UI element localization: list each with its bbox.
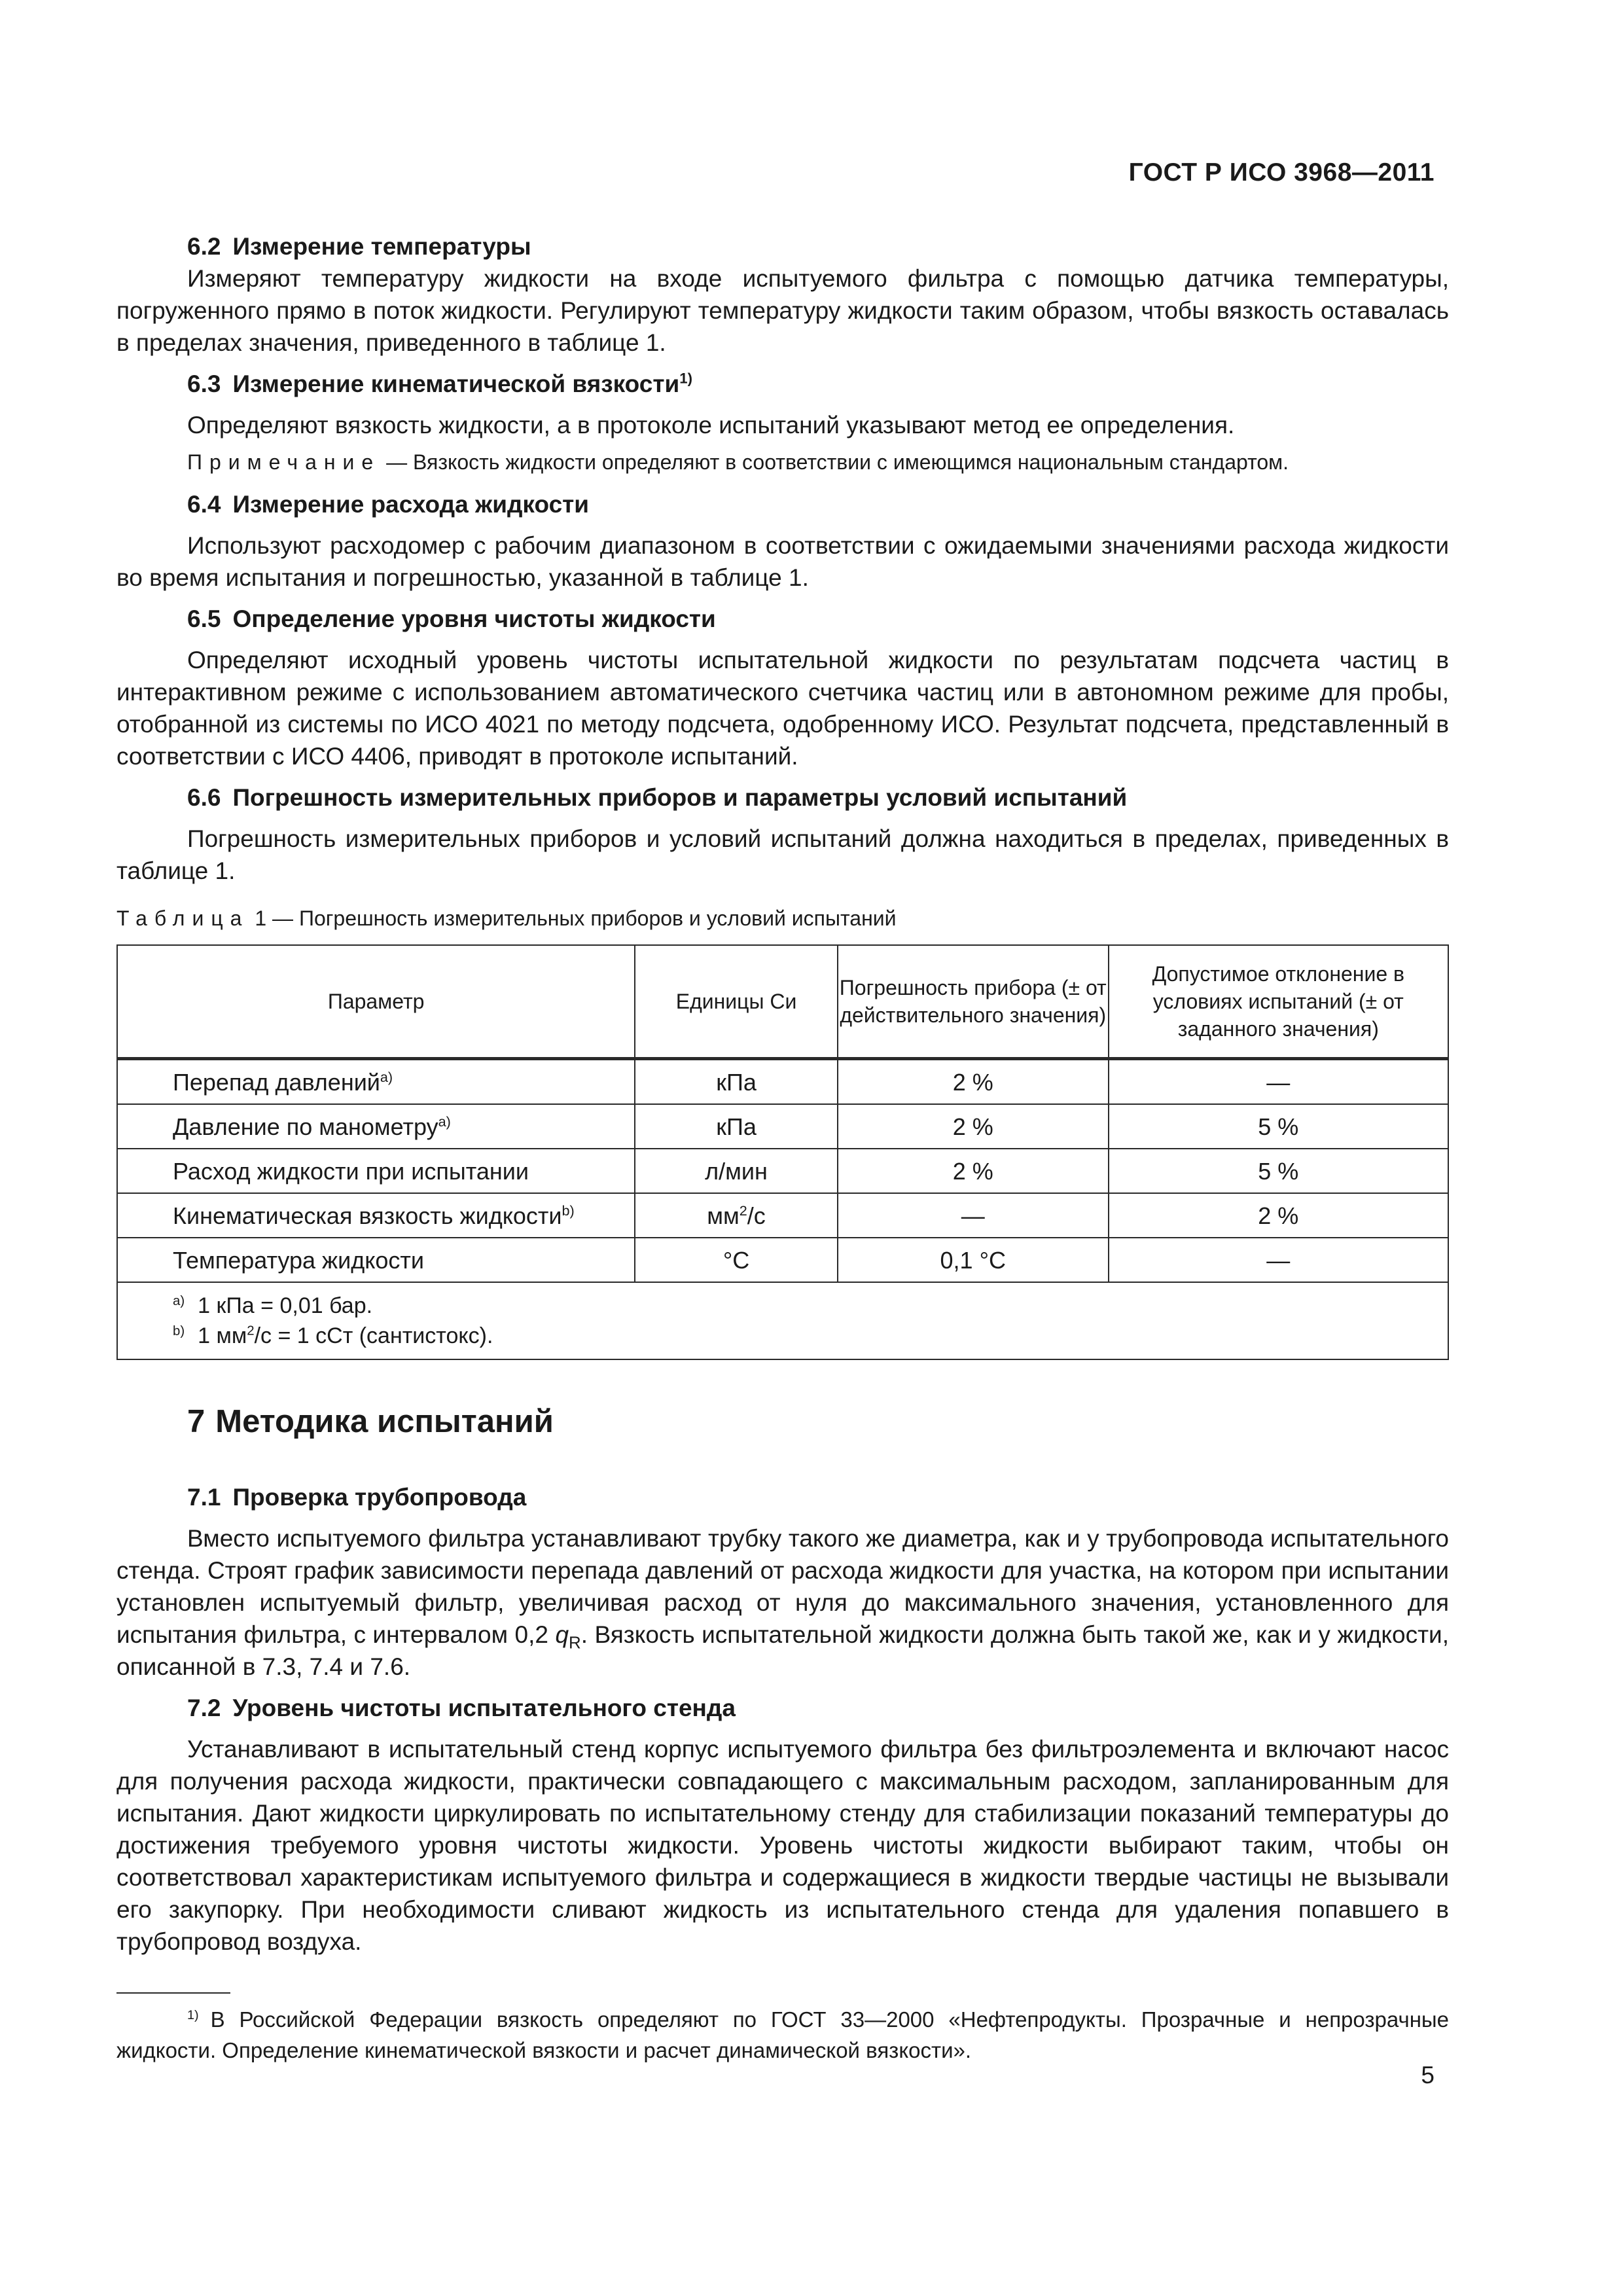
cell-error: — — [838, 1193, 1109, 1238]
column-header-parameter: Параметр — [117, 945, 635, 1059]
table-row — [117, 1059, 1448, 1105]
cell-error: 2 % — [838, 1104, 1109, 1149]
page-footnote — [116, 2004, 1449, 2066]
unit-text: л/мин — [705, 1157, 768, 1185]
heading-7-1 — [116, 1481, 1449, 1513]
paragraph-6-3: Определяют вязкость жидкости, а в протоколе испытаний указывают метод ее определения. — [187, 412, 1235, 439]
heading-number: 6.3 — [187, 370, 221, 397]
heading-6-4 — [116, 488, 1449, 520]
heading-title: Проверка трубопровода — [232, 1484, 527, 1511]
heading-title: Измерение кинематической вязкости — [232, 370, 680, 397]
paragraph-text: . Вязкость испытательной жидкости должна быть такой же, как и у жидкости, описанной в 7.3, 7.4 и 7.6. — [116, 1621, 1449, 1680]
heading-number: 6.4 — [187, 491, 221, 518]
note-label: Примечание — [187, 450, 381, 474]
cell-parameter — [117, 1238, 635, 1282]
table-caption — [116, 904, 1449, 933]
table-footnotes-row — [117, 1282, 1448, 1359]
table-footnotes — [117, 1282, 1448, 1359]
flow-symbol: q — [555, 1621, 569, 1648]
cell-deviation: 2 % — [1109, 1193, 1448, 1238]
column-header-instrument-error: Погрешность прибора (± от действительного значения) — [838, 945, 1109, 1059]
paragraph-7-1 — [116, 1522, 1449, 1683]
note-6-3 — [116, 448, 1449, 476]
table-row — [117, 1238, 1448, 1282]
page-number: 5 — [1421, 2062, 1435, 2089]
section-7-heading — [116, 1406, 1449, 1438]
table-row — [117, 1193, 1448, 1238]
cell-parameter — [117, 1193, 635, 1238]
table-footnote-mark: b) — [173, 1323, 185, 1338]
heading-6-3 — [116, 368, 1449, 400]
cell-error: 2 % — [838, 1149, 1109, 1193]
footnote-text: В Российской Федерации вязкость определяют по ГОСТ 33—2000 «Нефтепродукты. Прозрачные и непрозрачные жидкости. Определение кинематической вязкости и расчет динамической вязкости». — [116, 2007, 1449, 2062]
footnote-separator — [116, 1992, 230, 1994]
paragraph-6-2: Измеряют температуру жидкости на входе испытуемого фильтра с помощью датчика температуры, погруженного прямо в поток жидкости. Регулируют температуру жидкости таким образом, чтобы вязкость оставалась в пределах значения, приведенного в таблице 1. — [116, 265, 1449, 356]
parameter-text: Кинематическая вязкость жидкости — [173, 1202, 562, 1229]
heading-number: 6.2 — [187, 233, 221, 260]
unit-text: кПа — [716, 1113, 757, 1140]
cell-deviation: — — [1109, 1238, 1448, 1282]
heading-number: 7.2 — [187, 1695, 221, 1721]
table-footnote-text: 1 мм — [198, 1323, 247, 1348]
footnote-mark: 1) — [187, 2008, 199, 2022]
footnote-reference[interactable]: 1) — [679, 370, 692, 387]
unit-text: мм — [707, 1202, 740, 1229]
table-row — [117, 1149, 1448, 1193]
flow-symbol-subscript: R — [569, 1634, 581, 1653]
cell-deviation: 5 % — [1109, 1149, 1448, 1193]
unit-exponent: 2 — [247, 1323, 255, 1338]
table-footnote-mark: a) — [438, 1113, 451, 1130]
table-row — [117, 1104, 1448, 1149]
cell-deviation: — — [1109, 1059, 1448, 1105]
heading-title: Погрешность измерительных приборов и параметры условий испытаний — [232, 784, 1128, 811]
page-content — [116, 230, 1449, 1958]
heading-title: Измерение температуры — [232, 233, 531, 260]
table-footnote-text: /с = 1 сСт (сантистокс). — [254, 1323, 493, 1348]
table-caption-text: 1 — Погрешность измерительных приборов и условий испытаний — [249, 906, 897, 930]
heading-title: Определение уровня чистоты жидкости — [232, 605, 716, 632]
cell-parameter — [117, 1104, 635, 1149]
table-footnote-mark: b) — [562, 1202, 575, 1219]
paragraph-text: Вместо испытуемого фильтра устанавливают трубку такого же диаметра, как и у трубопровода испытательного стенда. Строят график зависимости перепада давлений от расхода жидкости для участка, на котором при испытании установлен испытуемый фильтр, увеличивая расход от нуля до максимального значения, установленного для испытания фильтра, с интервалом 0,2 — [116, 1525, 1449, 1648]
paragraph-7-2: Устанавливают в испытательный стенд корпус испытуемого фильтра без фильтроэлемента и включают насос для получения расхода жидкости, практически совпадающего с максимальным расходом, запланированным для испытания. Дают жидкости циркулировать по испытательному стенду для стабилизации показаний температуры до достижения требуемого уровня чистоты жидкости. Уровень чистоты жидкости выбирают таким, чтобы он соответствовал характеристикам испытуемого фильтра и содержащиеся в жидкости твердые частицы не вызывали его закупорку. При необходимости сливают жидкость из испытательного стенда для удаления попавшего в трубопровод воздуха. — [116, 1736, 1449, 1955]
cell-unit — [635, 1193, 838, 1238]
table-footnote-b — [173, 1321, 1448, 1351]
standard-designation: ГОСТ Р ИСО 3968—2011 — [1128, 158, 1435, 187]
heading-number: 6.6 — [187, 784, 221, 811]
heading-title: Измерение расхода жидкости — [232, 491, 590, 518]
paragraph-6-4: Используют расходомер с рабочим диапазоном в соответствии с ожидаемыми значениями расхода жидкости во время испытания и погрешностью, указанной в таблице 1. — [116, 532, 1449, 591]
table-header-row — [117, 945, 1448, 1059]
column-header-allowed-deviation: Допустимое отклонение в условиях испытаний (± от заданного значения) — [1109, 945, 1448, 1059]
cell-unit — [635, 1104, 838, 1149]
cell-unit — [635, 1238, 838, 1282]
parameter-text: Температура жидкости — [173, 1246, 425, 1274]
cell-unit — [635, 1059, 838, 1105]
unit-exponent: 2 — [739, 1202, 747, 1219]
cell-parameter — [117, 1149, 635, 1193]
heading-6-5 — [116, 603, 1449, 635]
unit-tail: /с — [747, 1202, 766, 1229]
heading-number: 7 — [187, 1404, 205, 1439]
unit-text: °C — [722, 1246, 750, 1274]
paragraph-6-6: Погрешность измерительных приборов и условий испытаний должна находиться в пределах, приведенных в таблице 1. — [116, 825, 1449, 884]
heading-title: Методика испытаний — [215, 1404, 554, 1439]
heading-7-2 — [116, 1692, 1449, 1724]
parameter-text: Расход жидкости при испытании — [173, 1157, 529, 1185]
cell-error: 2 % — [838, 1059, 1109, 1105]
cell-parameter — [117, 1059, 635, 1105]
table-1 — [116, 944, 1449, 1360]
column-header-units: Единицы Си — [635, 945, 838, 1059]
heading-6-2 — [116, 230, 1449, 262]
cell-error: 0,1 °C — [838, 1238, 1109, 1282]
cell-deviation: 5 % — [1109, 1104, 1448, 1149]
unit-text: кПа — [716, 1068, 757, 1096]
table-footnote-mark: a) — [173, 1293, 185, 1308]
table-footnote-mark: a) — [380, 1068, 393, 1085]
table-footnote-a — [173, 1291, 1448, 1321]
cell-unit — [635, 1149, 838, 1193]
heading-number: 7.1 — [187, 1484, 221, 1511]
table-footnote-text: 1 кПа = 0,01 бар. — [198, 1293, 373, 1318]
heading-6-6 — [116, 781, 1449, 814]
paragraph-6-5: Определяют исходный уровень чистоты испытательной жидкости по результатам подсчета частиц в интерактивном режиме с использованием автоматического счетчика частиц или в автономном режиме для пробы, отобранной из системы по ИСО 4021 по методу подсчета, одобренному ИСО. Результат подсчета, представленный в соответствии с ИСО 4406, приводят в протоколе испытаний. — [116, 647, 1449, 770]
table-caption-label: Таблица — [116, 906, 249, 930]
note-text: — Вязкость жидкости определяют в соответствии с имеющимся национальным стандартом. — [380, 450, 1289, 474]
heading-number: 6.5 — [187, 605, 221, 632]
parameter-text: Давление по манометру — [173, 1113, 438, 1140]
heading-title: Уровень чистоты испытательного стенда — [232, 1695, 736, 1721]
parameter-text: Перепад давлений — [173, 1068, 380, 1096]
